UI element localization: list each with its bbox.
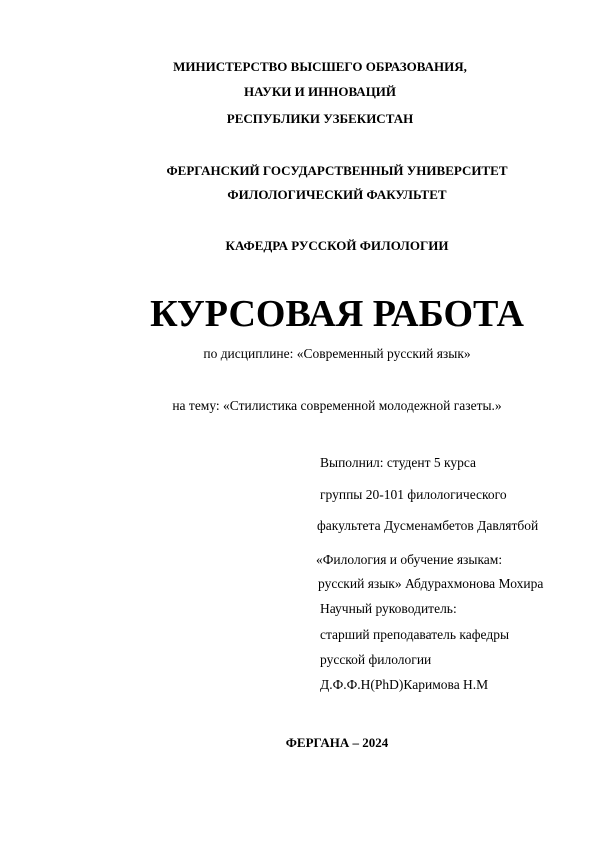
author-line-5: русский язык» Абдурахмонова Мохира [318, 576, 544, 591]
author-line-2: группы 20-101 филологического [320, 487, 507, 502]
ministry-line-1: МИНИСТЕРСТВО ВЫСШЕГО ОБРАЗОВАНИЯ, [173, 59, 467, 74]
author-line-4: «Филология и обучение языкам: [316, 552, 503, 567]
topic-line: на тему: «Стилистика современной молодежной газеты.» [172, 398, 502, 413]
faculty-name: ФИЛОЛОГИЧЕСКИЙ ФАКУЛЬТЕТ [227, 187, 447, 202]
document-title: КУРСОВАЯ РАБОТА [150, 293, 524, 335]
supervisor-line-3: русской филологии [320, 652, 432, 667]
discipline-line: по дисциплине: «Современный русский язык» [203, 346, 471, 361]
supervisor-line-1: Научный руководитель: [320, 601, 457, 616]
author-line-1: Выполнил: студент 5 курса [320, 455, 477, 470]
supervisor-line-2: старший преподаватель кафедры [320, 627, 510, 642]
ministry-line-3: РЕСПУБЛИКИ УЗБЕКИСТАН [226, 111, 414, 126]
university-name: ФЕРГАНСКИЙ ГОСУДАРСТВЕННЫЙ УНИВЕРСИТЕТ [166, 163, 508, 178]
ministry-line-2: НАУКИ И ИННОВАЦИЙ [243, 84, 397, 99]
supervisor-line-4: Д.Ф.Ф.Н(PhD)Каримова Н.М [320, 677, 489, 692]
department-name: КАФЕДРА РУССКОЙ ФИЛОЛОГИИ [225, 238, 449, 253]
author-line-3: факультета Дусменамбетов Давлятбой [317, 518, 539, 533]
city-year: ФЕРГАНА – 2024 [285, 735, 389, 750]
